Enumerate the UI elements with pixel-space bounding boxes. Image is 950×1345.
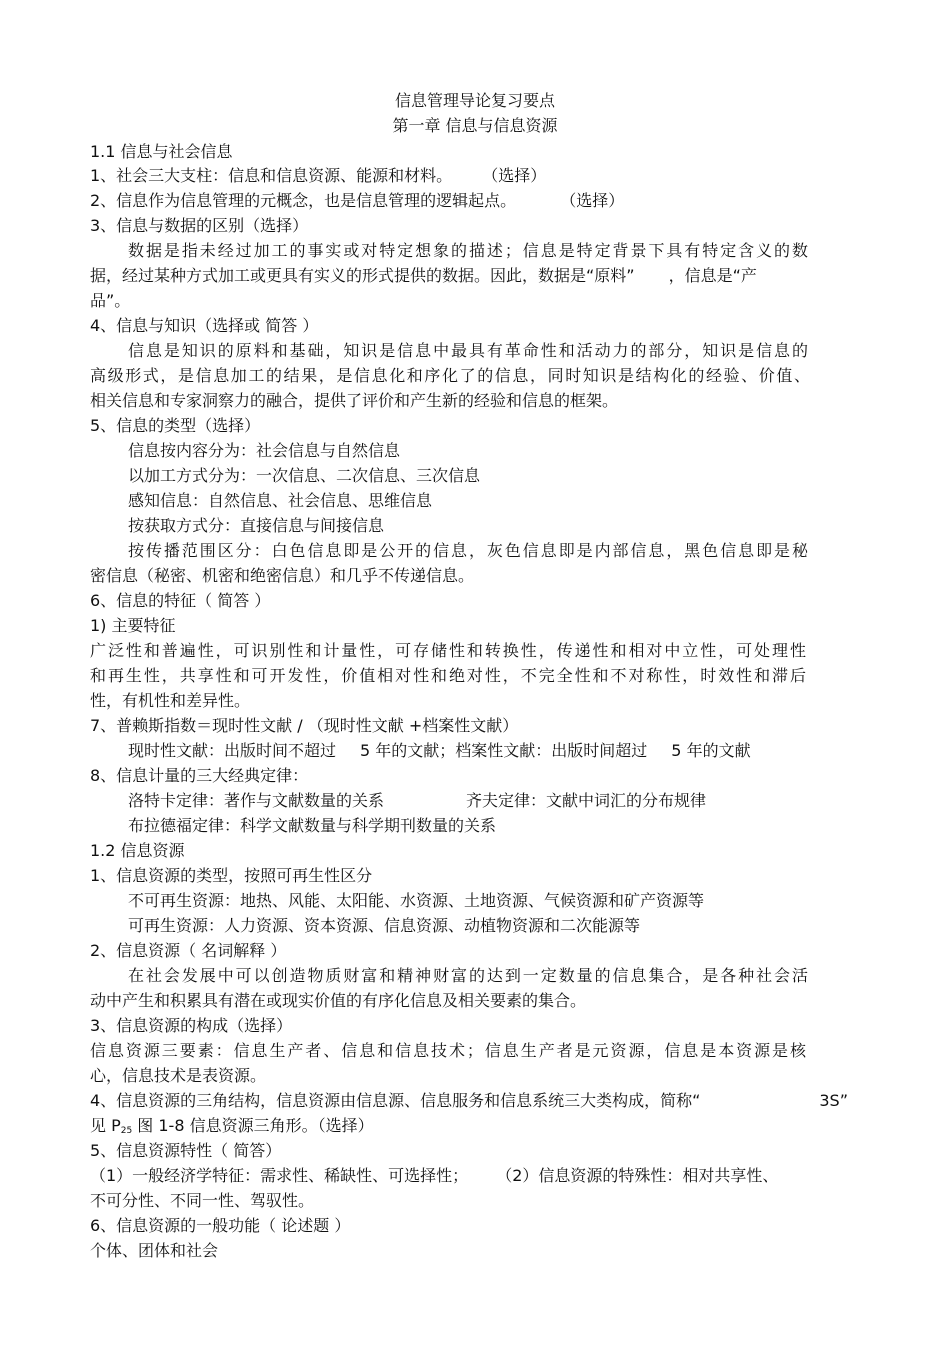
text-line: 7、普赖斯指数＝现时性文献 / （现时性文献 +档案性文献） (90, 716, 519, 735)
paragraph-line: 信息资源三要素：信息生产者、信息和信息技术；信息生产者是元资源，信息是本资源是核 (90, 1041, 806, 1060)
paragraph-line: 在社会发展中可以创造物质财富和精神财富的达到一定数量的信息集合，是各种社会活 (128, 966, 808, 985)
text-line: 1、信息资源的类型，按照可再生性区分 (90, 866, 373, 885)
list-item: 信息按内容分为：社会信息与自然信息 (128, 441, 401, 460)
paragraph-line: 动中产生和积累具有潜在或现实价值的有序化信息及相关要素的集合。 (90, 991, 587, 1010)
text-line: 2、信息资源（ 名词解释 ） (90, 941, 287, 960)
text-line: 4、信息资源的三角结构，信息资源由信息源、信息服务和信息系统三大类构成，简称“ 3S” (90, 1091, 848, 1110)
document-title: 信息管理导论复习要点 (394, 91, 555, 110)
text-line: 1、社会三大支柱：信息和信息资源、能源和材料。 （选择） (90, 166, 547, 185)
list-item: 现时性文献：出版时间不超过 5 年的文献；档案性文献：出版时间超过 5 年的文献 (128, 741, 751, 760)
paragraph-line: 个体、团体和社会 (90, 1241, 219, 1260)
list-item: 感知信息：自然信息、社会信息、思维信息 (128, 491, 433, 510)
text-line: 2、信息作为信息管理的元概念，也是信息管理的逻辑起点。 （选择） (90, 191, 625, 210)
paragraph-line: 品”。 (90, 291, 131, 310)
paragraph-line: 见 $P_{25}$ 图 1-8 信息资源三角形。（选择） (90, 1116, 374, 1136)
text-line: 5、信息资源特性（ 简答） (90, 1141, 282, 1160)
list-item: 按获取方式分：直接信息与间接信息 (128, 516, 385, 535)
paragraph-line: 广泛性和普遍性，可识别性和计量性，可存储性和转换性，传递性和相对中立性，可处理性 (90, 641, 806, 660)
paragraph-line: 密信息（秘密、机密和绝密信息）和几乎不传递信息。 (90, 566, 475, 585)
text-line: 5、信息的类型（选择） (90, 416, 261, 435)
text-line: 3、信息资源的构成（选择） (90, 1016, 293, 1035)
list-item: 按传播范围区分：白色信息即是公开的信息，灰色信息即是内部信息，黑色信息即是秘 (128, 541, 808, 560)
list-item: 布拉德福定律：科学文献数量与科学期刊数量的关系 (128, 816, 497, 835)
text-line: 3、信息与数据的区别（选择） (90, 216, 309, 235)
list-item: 洛特卡定律：著作与文献数量的关系 齐夫定律：文献中词汇的分布规律 (128, 791, 707, 810)
paragraph-line: 数据是指未经过加工的事实或对特定想象的描述；信息是特定背景下具有特定含义的数 (128, 241, 808, 260)
text-line: 6、信息资源的一般功能（ 论述题 ） (90, 1216, 351, 1235)
paragraph-line: 信息是知识的原料和基础，知识是信息中最具有革命性和活动力的部分，知识是信息的 (128, 341, 808, 360)
list-item: 可再生资源：人力资源、资本资源、信息资源、动植物资源和二次能源等 (128, 916, 641, 935)
text-line: 1) 主要特征 (90, 616, 176, 635)
section-heading: 1.2 信息资源 (90, 841, 185, 860)
text-line: 8、信息计量的三大经典定律： (90, 766, 309, 785)
paragraph-line: 心，信息技术是表资源。 (90, 1066, 267, 1085)
list-item: 以加工方式分为：一次信息、二次信息、三次信息 (128, 466, 481, 485)
section-heading: 1.1 信息与社会信息 (90, 142, 233, 161)
paragraph-line: 高级形式，是信息加工的结果，是信息化和序化了的信息，同时知识是结构化的经验、价值、 (90, 366, 810, 385)
chapter-title: 第一章 信息与信息资源 (392, 116, 558, 135)
paragraph-line: （1）一般经济学特征：需求性、稀缺性、可选择性； （2）信息资源的特殊性：相对共享性、 (90, 1166, 779, 1185)
paragraph-line: 性，有机性和差异性。 (90, 691, 251, 710)
paragraph-line: 相关信息和专家洞察力的融合，提供了评价和产生新的经验和信息的框架。 (90, 391, 619, 410)
paragraph-line: 不可分性、不同一性、驾驭性。 (90, 1191, 315, 1210)
text-line: 4、信息与知识（选择或 简答 ） (90, 316, 319, 335)
list-item: 不可再生资源：地热、风能、太阳能、水资源、土地资源、气候资源和矿产资源等 (128, 891, 705, 910)
paragraph-line: 和再生性，共享性和可开发性，价值相对性和绝对性，不完全性和不对称性，时效性和滞后 (90, 666, 806, 685)
paragraph-line: 据，经过某种方式加工或更具有实义的形式提供的数据。因此，数据是“原料” ，信息是“产 (90, 266, 757, 285)
text-line: 6、信息的特征（ 简答 ） (90, 591, 271, 610)
